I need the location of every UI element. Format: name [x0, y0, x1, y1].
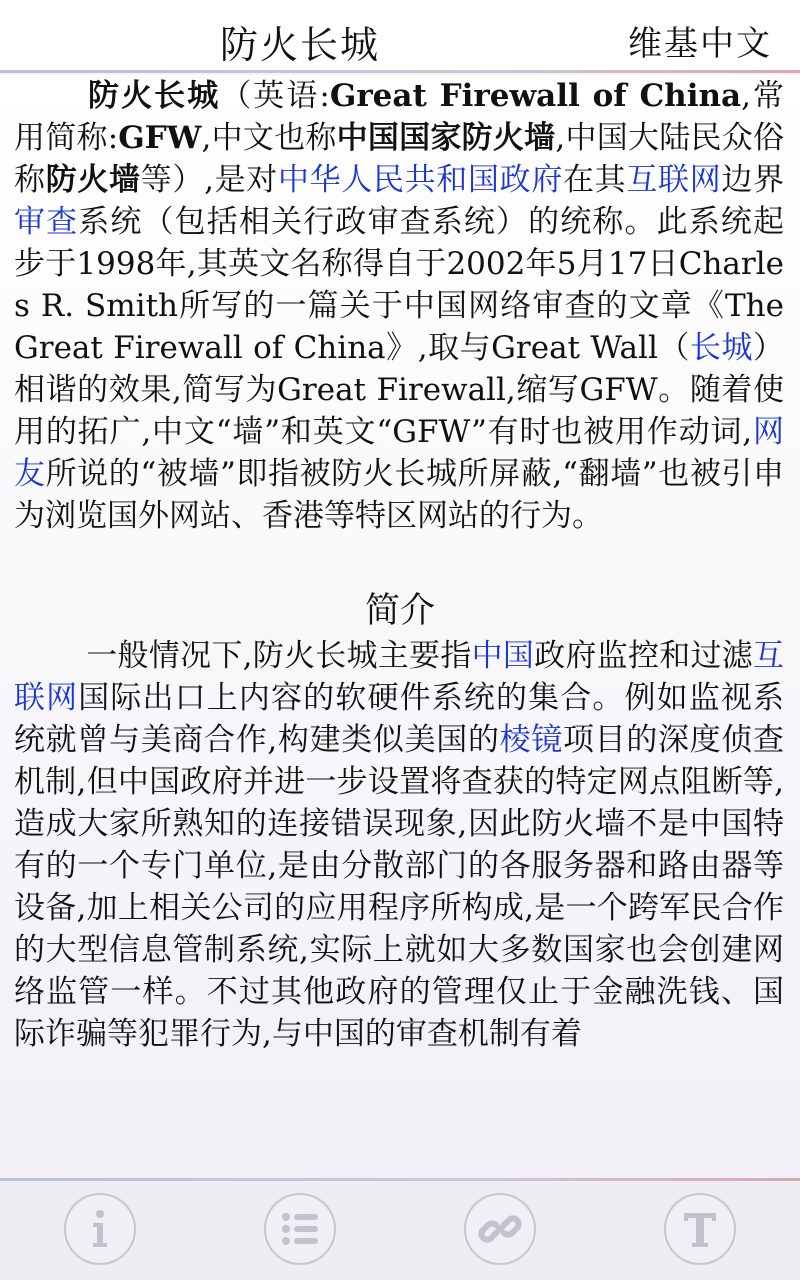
lead-text: 在其: [563, 162, 627, 198]
contents-button[interactable]: [264, 1193, 336, 1265]
section-heading-intro: 简介: [364, 591, 435, 631]
list-icon: [276, 1205, 324, 1253]
info-button[interactable]: [64, 1193, 136, 1265]
intro-paragraph: [0, 635, 800, 1055]
lead-text: 边界: [721, 162, 785, 198]
lead-bold-term: Great Firewall of China: [329, 78, 742, 114]
lead-bold-term: 防火墙: [45, 162, 141, 198]
intro-text: 项目的深度侦查机制,但中国政府并进一步设置将查获的特定网点阻断等,造成大家所熟知的连接错误现象,因此防火墙不是中国特有的一个专门单位,是由分散部门的各服务器和路由器等设备,加上相关公司的应用程序所构成,是一个跨军民合作的大型信息管制系统,实际上就如大多数国家也会创建网络监管一样。不过其他政府的管理仅止于金融洗钱、国际诈骗等犯罪行为,与中国的审查机制有着: [14, 722, 785, 1052]
link-china[interactable]: 中国: [471, 638, 535, 674]
link-netizen[interactable]: 网友: [14, 414, 785, 492]
intro-text: 一般情况下,防火长城主要指: [86, 638, 472, 674]
link-prc-government[interactable]: 中华人民共和国政府: [277, 162, 563, 198]
lead-text: 等）,是对: [140, 162, 278, 198]
page-title: 防火长城: [219, 23, 380, 67]
header-divider: [0, 70, 800, 73]
lead-text: ）相谐的效果,简写为Great Firewall,缩写GFW。随着使用的拓广,中文“墙”和英文“GFW”有时也被用作动词,: [14, 330, 784, 450]
lead-text: 所说的“被墙”即指被防火长城所屏蔽,“翻墙”也被引申为浏览国外网站、香港等特区网站的行为。: [14, 456, 784, 534]
lead-bold-term: 中国国家防火墙: [336, 120, 556, 156]
lead-text: （英语:: [220, 78, 330, 114]
lead-text: 系统（包括相关行政审查系统）的统称。此系统起步于1998年,其英文名称得自于2002年5月17日Charles R. Smith所写的一篇关于中国网络审查的文章《The Great Firewall of China》,取与Great Wall（: [14, 204, 785, 366]
info-icon: [76, 1205, 124, 1253]
link-icon: [476, 1205, 524, 1253]
lead-bold-term: 防火长城: [86, 78, 221, 114]
app-header: [0, 0, 800, 72]
links-button[interactable]: [464, 1193, 536, 1265]
lead-text: ,中文也称: [201, 120, 337, 156]
bottom-toolbar: [0, 1181, 800, 1280]
link-censorship[interactable]: 审查: [14, 204, 79, 240]
link-great-wall[interactable]: 长城: [689, 330, 753, 366]
site-name: 维基中文: [628, 24, 772, 64]
text-size-button[interactable]: [664, 1193, 736, 1265]
link-internet[interactable]: 互联网: [14, 638, 785, 716]
article-body[interactable]: [0, 75, 800, 1178]
lead-text: ,常用简称:: [14, 78, 784, 156]
link-prism[interactable]: 棱镜: [499, 722, 563, 758]
lead-bold-term: GFW: [118, 120, 202, 156]
intro-text: 国际出口上内容的软硬件系统的集合。例如监视系统就曾与美商合作,构建类似美国的: [14, 680, 785, 758]
intro-text: 政府监控和过滤: [534, 638, 754, 674]
text-size-icon: [676, 1205, 724, 1253]
lead-text: ,中国大陆民众俗称: [14, 120, 784, 198]
lead-paragraph: [0, 75, 800, 537]
link-internet[interactable]: 互联网: [626, 162, 722, 198]
